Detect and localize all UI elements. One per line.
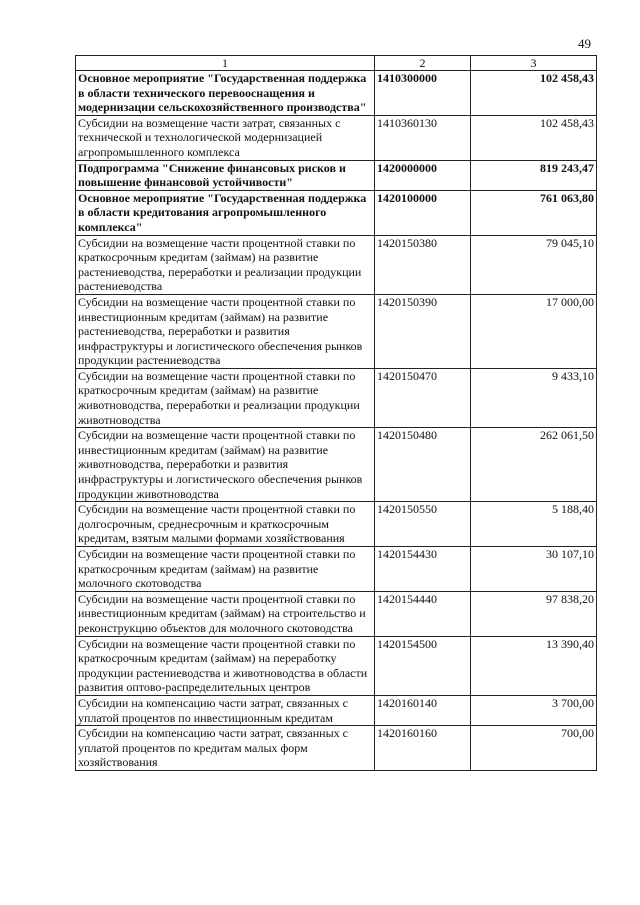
row-amount: 97 838,20 [471,591,597,636]
row-amount: 262 061,50 [471,428,597,502]
row-amount: 5 188,40 [471,502,597,547]
row-code: 1410360130 [375,115,471,160]
row-amount: 17 000,00 [471,294,597,368]
row-amount: 819 243,47 [471,160,597,190]
table-row [76,115,597,160]
row-code: 1420100000 [375,190,471,235]
row-code: 1420154430 [375,547,471,592]
budget-table [75,55,597,771]
table-row [76,294,597,368]
row-description: Субсидии на возмещение части процентной ставки по краткосрочным кредитам (займам) на развитие животноводства, переработки и реализации продукции животноводства [76,368,375,427]
row-code: 1420150470 [375,368,471,427]
row-description: Субсидии на компенсацию части затрат, связанных с уплатой процентов по инвестиционным кредитам [76,695,375,725]
table-header [76,56,597,71]
row-code: 1420154440 [375,591,471,636]
row-code: 1420150390 [375,294,471,368]
row-amount: 102 458,43 [471,71,597,116]
row-description: Субсидии на возмещение части процентной ставки по инвестиционным кредитам (займам) на строительство и реконструкцию объектов для молочного скотоводства [76,591,375,636]
row-code: 1420000000 [375,160,471,190]
row-description: Субсидии на возмещение части процентной ставки по инвестиционным кредитам (займам) на развитие животноводства, переработки и развития инфраструктуры и логистического обеспечения рынков продукции животноводства [76,428,375,502]
table-row [76,428,597,502]
row-code: 1420160160 [375,726,471,771]
row-amount: 13 390,40 [471,636,597,695]
row-amount: 30 107,10 [471,547,597,592]
row-description: Основное мероприятие "Государственная поддержка в области кредитования агропромышленного комплекса" [76,190,375,235]
row-description: Основное мероприятие "Государственная поддержка в области технического перевооснащения и модернизации сельскохозяйственного производства" [76,71,375,116]
row-description: Субсидии на компенсацию части затрат, связанных с уплатой процентов по кредитам малых форм хозяйствования [76,726,375,771]
row-description: Субсидии на возмещение части процентной ставки по краткосрочным кредитам (займам) на развитие молочного скотоводства [76,547,375,592]
table-row [76,160,597,190]
column-header-amount: 3 [471,56,597,71]
table-row [76,368,597,427]
row-code: 1420160140 [375,695,471,725]
table-row [76,636,597,695]
row-description: Субсидии на возмещение части процентной ставки по инвестиционным кредитам (займам) на развитие растениеводства, переработки и развития инфраструктуры и логистического обеспечения рынков продукции растениеводства [76,294,375,368]
row-description: Субсидии на возмещение части процентной ставки по долгосрочным, среднесрочным и краткосрочным кредитам, взятым малыми формами хозяйствования [76,502,375,547]
row-amount: 700,00 [471,726,597,771]
row-amount: 79 045,10 [471,235,597,294]
column-header-code: 2 [375,56,471,71]
row-code: 1410300000 [375,71,471,116]
table-row [76,547,597,592]
header-row [76,56,597,71]
row-description: Подпрограмма "Снижение финансовых рисков и повышение финансовой устойчивости" [76,160,375,190]
row-amount: 3 700,00 [471,695,597,725]
table-row [76,726,597,771]
table-body [76,71,597,771]
table-row [76,71,597,116]
row-description: Субсидии на возмещение части затрат, связанных с технической и технологической модернизацией агропромышленного комплекса [76,115,375,160]
row-amount: 102 458,43 [471,115,597,160]
table-row [76,235,597,294]
row-description: Субсидии на возмещение части процентной ставки по краткосрочным кредитам (займам) на переработку продукции растениеводства и животноводства в области развития оптово-распределительных центров [76,636,375,695]
row-code: 1420150550 [375,502,471,547]
row-amount: 9 433,10 [471,368,597,427]
page-number: 49 [578,36,591,51]
table-row [76,502,597,547]
table-row [76,190,597,235]
row-code: 1420150380 [375,235,471,294]
column-header-description: 1 [76,56,375,71]
row-code: 1420154500 [375,636,471,695]
row-amount: 761 063,80 [471,190,597,235]
table-row [76,695,597,725]
table-row [76,591,597,636]
row-description: Субсидии на возмещение части процентной ставки по краткосрочным кредитам (займам) на развитие растениеводства, переработки и реализации продукции растениеводства [76,235,375,294]
row-code: 1420150480 [375,428,471,502]
